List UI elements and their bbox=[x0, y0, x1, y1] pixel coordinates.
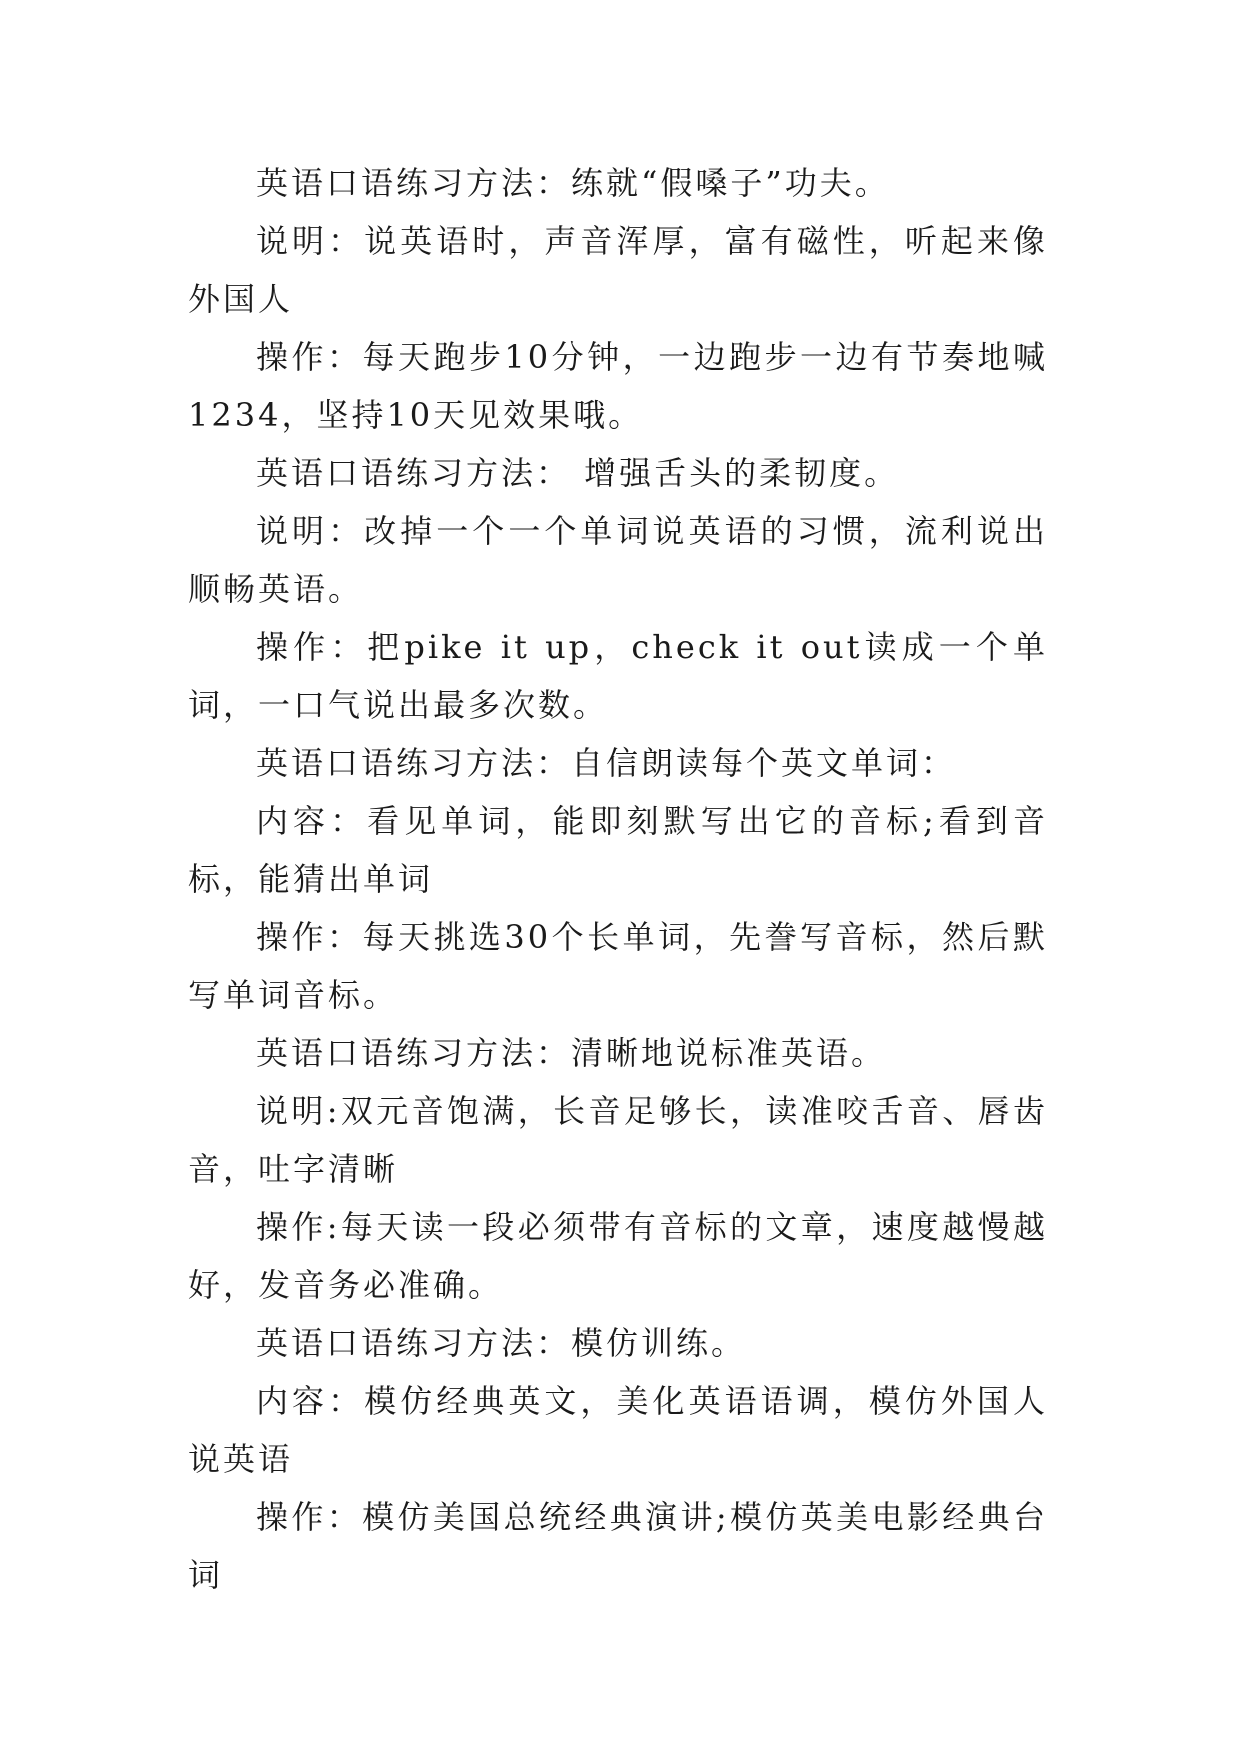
paragraph-method-5-title: 英语口语练习方法：模仿训练。 bbox=[256, 1324, 747, 1362]
paragraph-method-1-operation: 操作：每天跑步10分钟，一边跑步一边有节奏地喊1234，坚持10天见效果哦。 bbox=[188, 338, 1048, 434]
paragraph-method-1-description: 说明：说英语时，声音浑厚，富有磁性，听起来像外国人 bbox=[188, 222, 1048, 318]
paragraph-method-4-operation: 操作:每天读一段必须带有音标的文章，速度越慢越好，发音务必准确。 bbox=[188, 1208, 1048, 1304]
paragraph-method-2-operation: 操作：把pike it up，check it out读成一个单词，一口气说出最多次数。 bbox=[188, 628, 1048, 724]
paragraph-method-4-title: 英语口语练习方法：清晰地说标准英语。 bbox=[256, 1034, 887, 1072]
paragraph-method-4-description: 说明:双元音饱满，长音足够长，读准咬舌音、唇齿音，吐字清晰 bbox=[188, 1092, 1048, 1188]
paragraph-method-5-operation: 操作：模仿美国总统经典演讲;模仿英美电影经典台词 bbox=[188, 1498, 1048, 1594]
paragraph-method-2-description: 说明：改掉一个一个单词说英语的习惯，流利说出顺畅英语。 bbox=[188, 512, 1048, 608]
paragraph-method-3-operation: 操作：每天挑选30个长单词，先誊写音标，然后默写单词音标。 bbox=[188, 918, 1048, 1014]
document-body bbox=[188, 154, 1048, 1604]
paragraph-method-5-content: 内容：模仿经典英文，美化英语语调，模仿外国人说英语 bbox=[188, 1382, 1048, 1478]
paragraph-method-1-title: 英语口语练习方法：练就“假嗓子”功夫。 bbox=[256, 164, 890, 202]
paragraph-method-3-title: 英语口语练习方法：自信朗读每个英文单词： bbox=[256, 744, 957, 782]
paragraph-method-3-content: 内容：看见单词，能即刻默写出它的音标;看到音标，能猜出单词 bbox=[188, 802, 1048, 898]
paragraph-method-2-title: 英语口语练习方法： 增强舌头的柔韧度。 bbox=[256, 454, 900, 492]
